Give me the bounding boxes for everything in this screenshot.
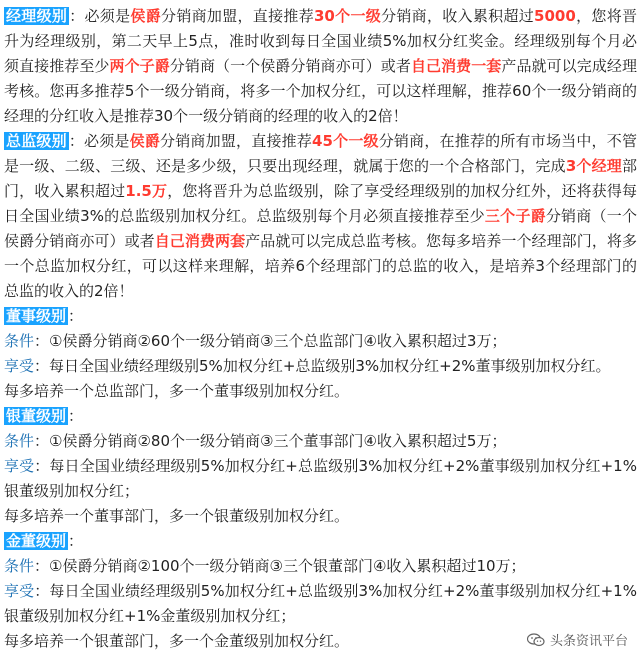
wechat-icon	[527, 633, 545, 647]
silver-benefit	[4, 454, 637, 504]
highlight: 侯爵	[129, 132, 161, 150]
chairman-benefit	[4, 354, 637, 379]
text: 产品就可以完成总监考核。您每多培养一个经理部门，将多一个总监加权分红，可以这样来理解，培养6个经理部门的总监的收入，是培养3个经理部门的总监的收入的2倍！	[4, 232, 637, 300]
text: ：必须是	[68, 132, 130, 150]
text: ，您将晋升为经理级别，第二天早上5点，准时收到每日全国业绩5%加权分红奖金。经理级别每个月必须直接推荐至少	[4, 7, 637, 75]
gold-heading: 金董级别 ：	[6, 532, 84, 550]
chairman-condition	[4, 329, 637, 354]
condition-label: 条件	[4, 557, 35, 575]
condition-label: 条件	[4, 432, 35, 450]
chairman-extra: 每多培养一个总监部门，多一个董事级别加权分红。	[4, 382, 350, 400]
text: ：必须是	[69, 7, 131, 25]
silver-heading: 银董级别 ：	[6, 407, 84, 425]
gold-tag: 金董级别	[6, 532, 67, 550]
highlight: 侯爵	[130, 7, 162, 25]
highlight: 两个子爵	[109, 57, 170, 75]
watermark-text: 头条资讯平台	[549, 634, 628, 649]
manager-paragraph	[4, 4, 637, 129]
condition-text: ：①侯爵分销商②60个一级分销商③三个总监部门④收入累积超过3万；	[34, 332, 507, 350]
condition-text: ：①侯爵分销商②100个一级分销商③三个银董部门④收入累积超过10万；	[34, 557, 526, 575]
gold-extra: 每多培养一个银董部门，多一个金董级别加权分红。	[4, 632, 350, 650]
director-paragraph	[4, 129, 637, 304]
highlight: 自己消费一套	[410, 57, 502, 75]
chairman-heading: 董事级别 ：	[6, 307, 84, 325]
benefit-label: 享受	[4, 357, 35, 375]
document-body	[4, 4, 637, 654]
text: 分销商，在推荐的所有市场当中，不管是一级、二级、三级、还是多少级，只要出现经理，就属于您的一个合格部门，完成	[4, 132, 637, 175]
highlight: 自己消费两套	[154, 232, 246, 250]
highlight: 1.5万	[125, 182, 168, 200]
silver-condition	[4, 429, 637, 454]
text: 部门，收入累积超过	[4, 157, 638, 200]
director-tag: 总监级别	[6, 132, 67, 150]
text: 分销商加盟，直接推荐	[161, 7, 314, 25]
highlight: 5000	[534, 7, 576, 25]
highlight: 3个经理	[565, 157, 622, 175]
benefit-text: ：每日全国业绩经理级别5%加权分红+总监级别3%加权分红+2%董事级别加权分红+1%银董级别加权分红+1%金董级别加权分红；	[4, 582, 637, 625]
benefit-text: ：每日全国业绩经理级别5%加权分红+总监级别3%加权分红+2%董事级别加权分红。	[34, 357, 611, 375]
silver-extra: 每多培养一个董事部门，多一个银董级别加权分红。	[4, 507, 350, 525]
manager-tag: 经理级别	[6, 7, 68, 25]
benefit-label: 享受	[4, 582, 35, 600]
highlight: 三个子爵	[484, 207, 546, 225]
condition-label: 条件	[4, 332, 35, 350]
silver-tag: 银董级别	[6, 407, 67, 425]
condition-text: ：①侯爵分销商②80个一级分销商③三个董事部门④收入累积超过5万；	[34, 432, 507, 450]
chairman-tag: 董事级别	[6, 307, 67, 325]
text: 分销商（一个侯爵分销商亦可）或者	[4, 207, 637, 250]
gold-condition	[4, 554, 637, 579]
text: 分销商，收入累积超过	[381, 7, 535, 25]
text: ，您将晋升为总监级别，除了享受经理级别的加权分红外，还将获得每日全国业绩3%的总监级别加权分红。总监级别每个月必须直接推荐至少	[4, 182, 637, 225]
highlight: 45个一级	[312, 132, 379, 150]
highlight: 30个一级	[314, 7, 382, 25]
text: 产品就可以完成经理考核。您再多推荐5个一级分销商，将多一个加权分红，可以这样理解，推荐60个一级分销商的经理的分红收入是推荐30个一级分销商的经理的收入的2倍！	[4, 57, 637, 125]
text: 分销商（一个侯爵分销商亦可）或者	[169, 57, 411, 75]
benefit-text: ：每日全国业绩经理级别5%加权分红+总监级别3%加权分红+2%董事级别加权分红+1%银董级别加权分红；	[4, 457, 637, 500]
watermark	[524, 629, 631, 650]
text: 分销商加盟，直接推荐	[160, 132, 313, 150]
benefit-label: 享受	[4, 457, 35, 475]
gold-benefit	[4, 579, 637, 629]
